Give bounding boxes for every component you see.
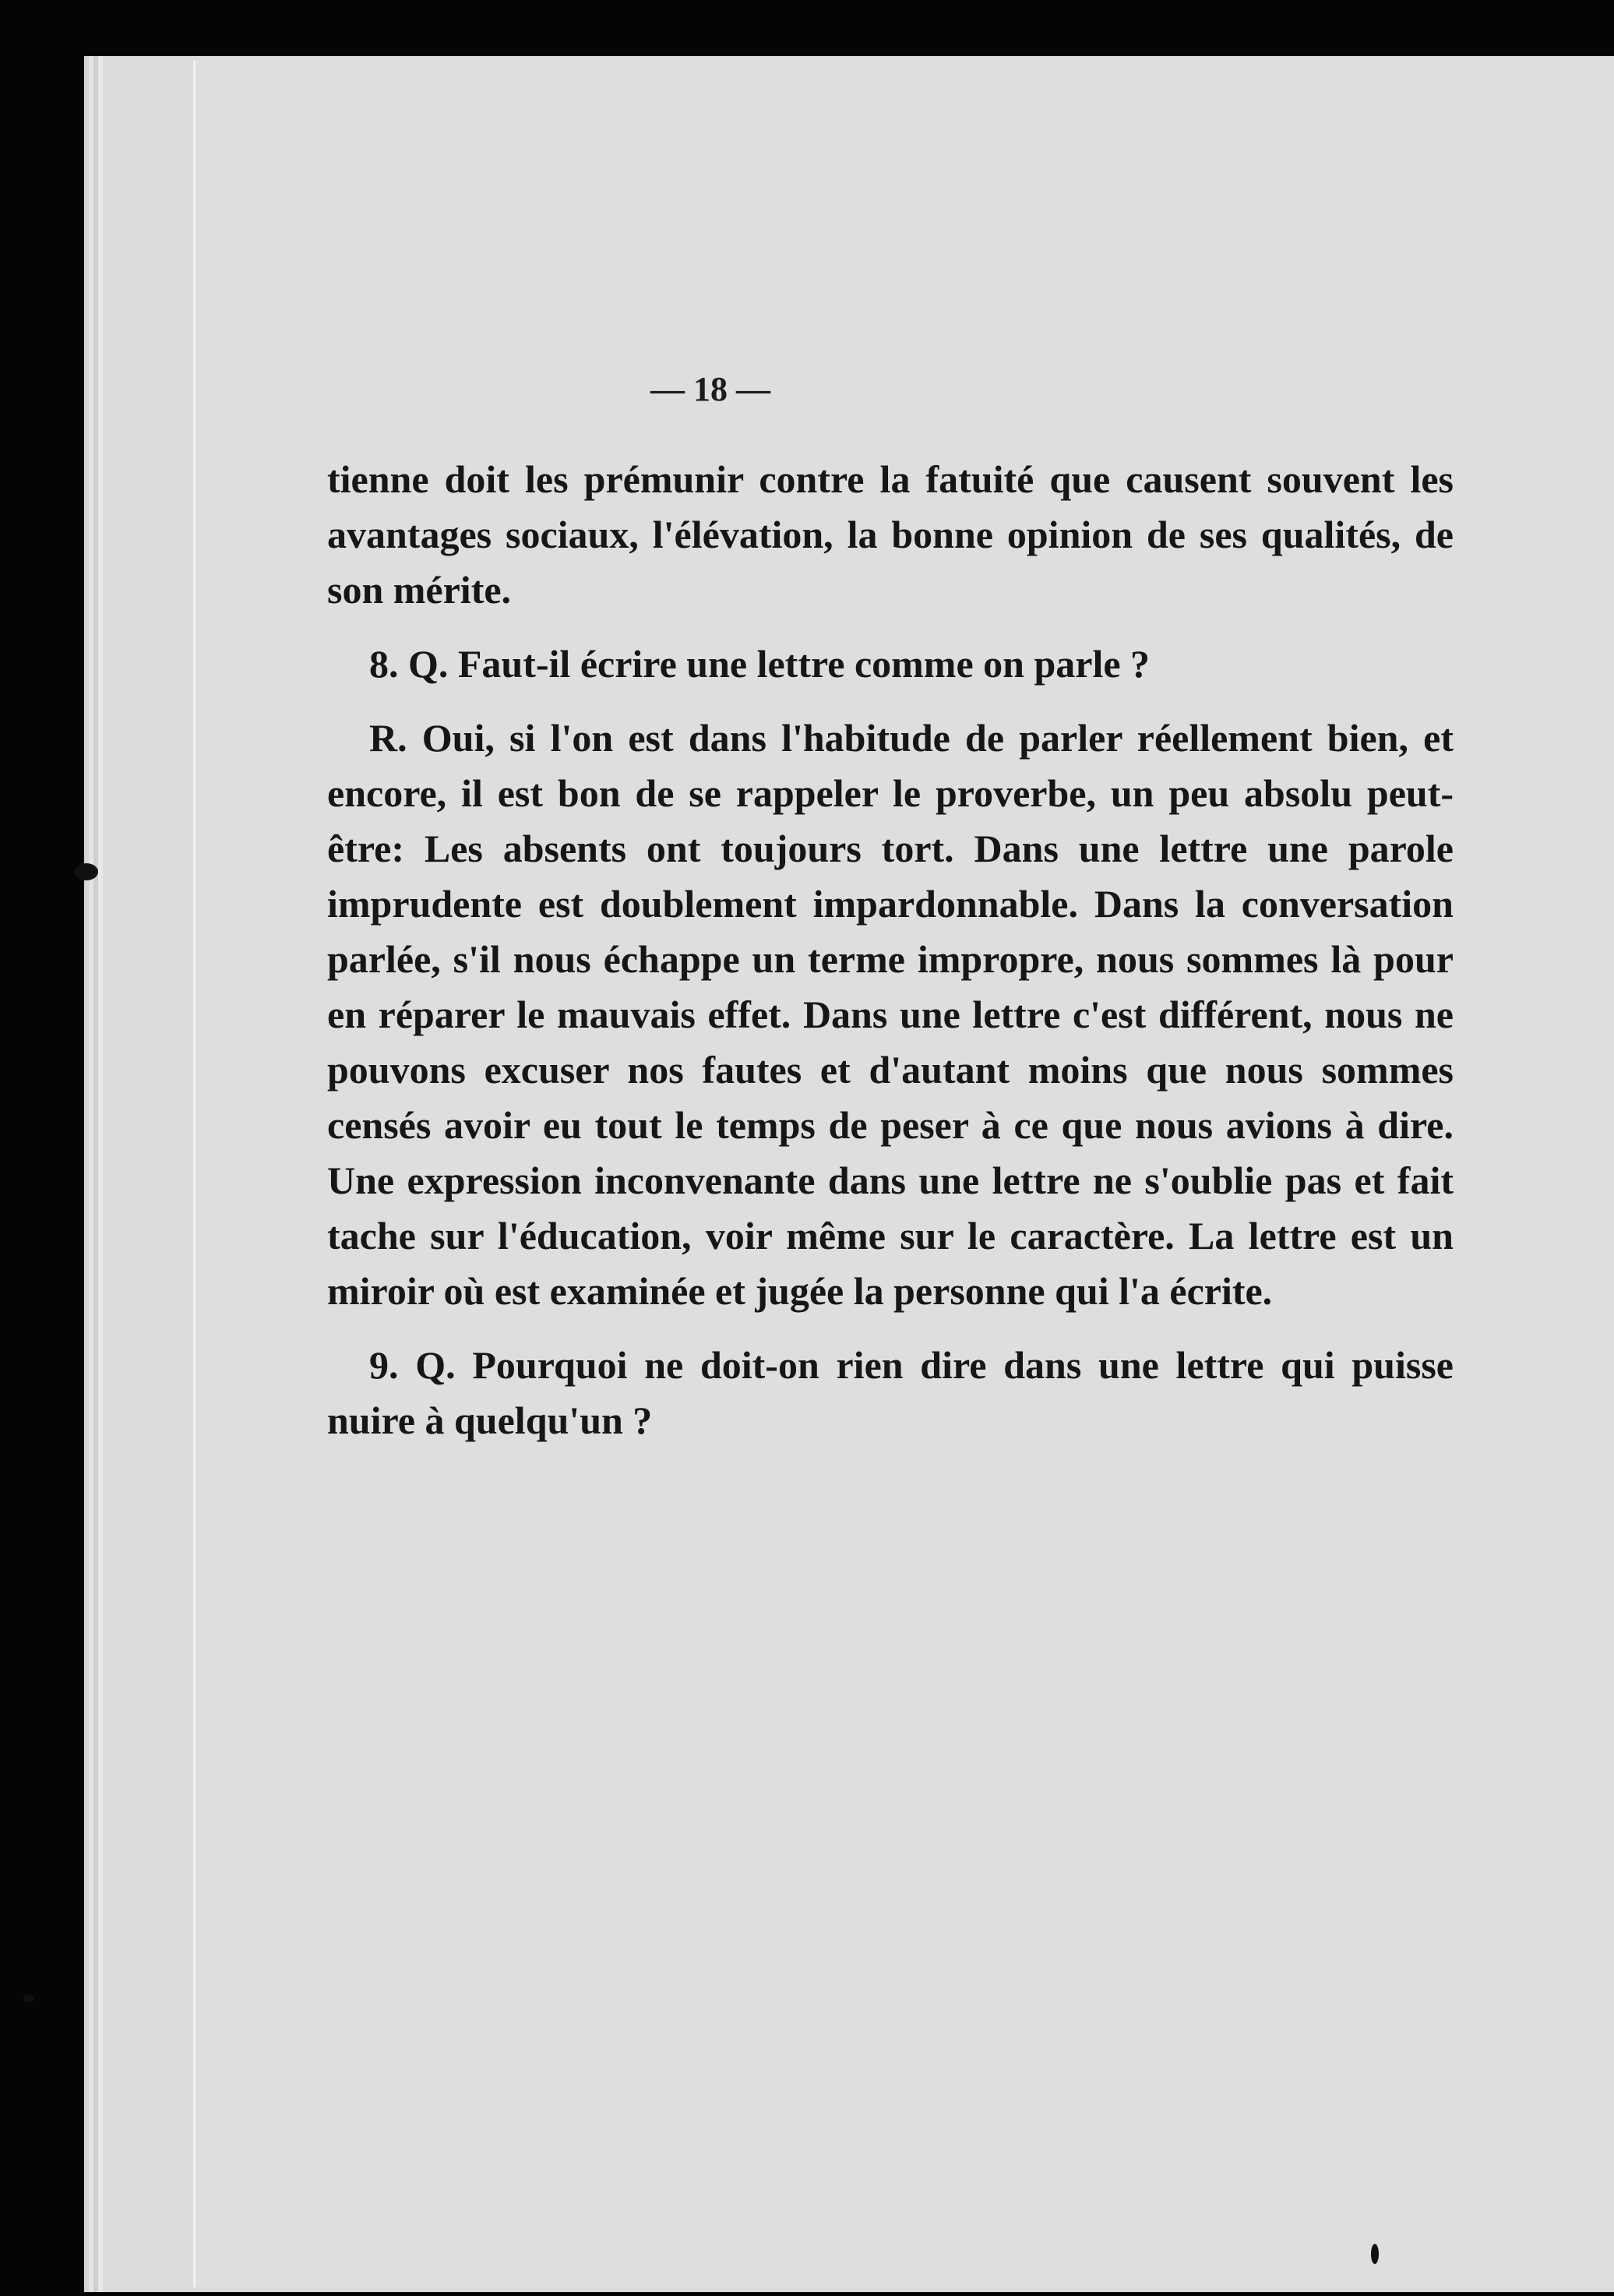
scan-speck (75, 863, 98, 880)
paragraph-continuation: tienne doit les prémunir contre la fatuité que causent souvent les avantages sociaux, l'élévation, la bonne opinion de ses qualités, de son mérite. (327, 457, 1454, 612)
scan-speck (23, 1994, 34, 2002)
question-8: 8. Q. Faut-il écrire une lettre comme on parle ? (369, 642, 1151, 686)
scan-speck (1371, 2244, 1379, 2264)
answer-8: R. Oui, si l'on est dans l'habitude de parler réellement bien, et encore, il est bon de se rappeler le proverbe, un peu absolu peut-être: Les absents ont toujours tort. Dans une lettre une parole imprudente est doublement impardonnable. Dans la conversation parlée, s'il nous échappe un terme impropre, nous sommes là pour en réparer le mauvais effet. Dans une lettre c'est différent, nous ne pouvons excuser nos fautes et d'autant moins que nous sommes censés avoir eu tout le temps de peser à ce que nous avions à dire. Une expression inconvenante dans une lettre ne s'oublie pas et fait tache sur l'éducation, voir même sur le caractère. La lettre est un miroir où est examinée et jugée la personne qui l'a écrite. (327, 716, 1454, 1313)
page-text (327, 452, 1454, 1448)
page-number: — 18 — (650, 370, 770, 408)
question-9: 9. Q. Pourquoi ne doit-on rien dire dans une lettre qui puisse nuire à quelqu'un ? (327, 1343, 1454, 1442)
